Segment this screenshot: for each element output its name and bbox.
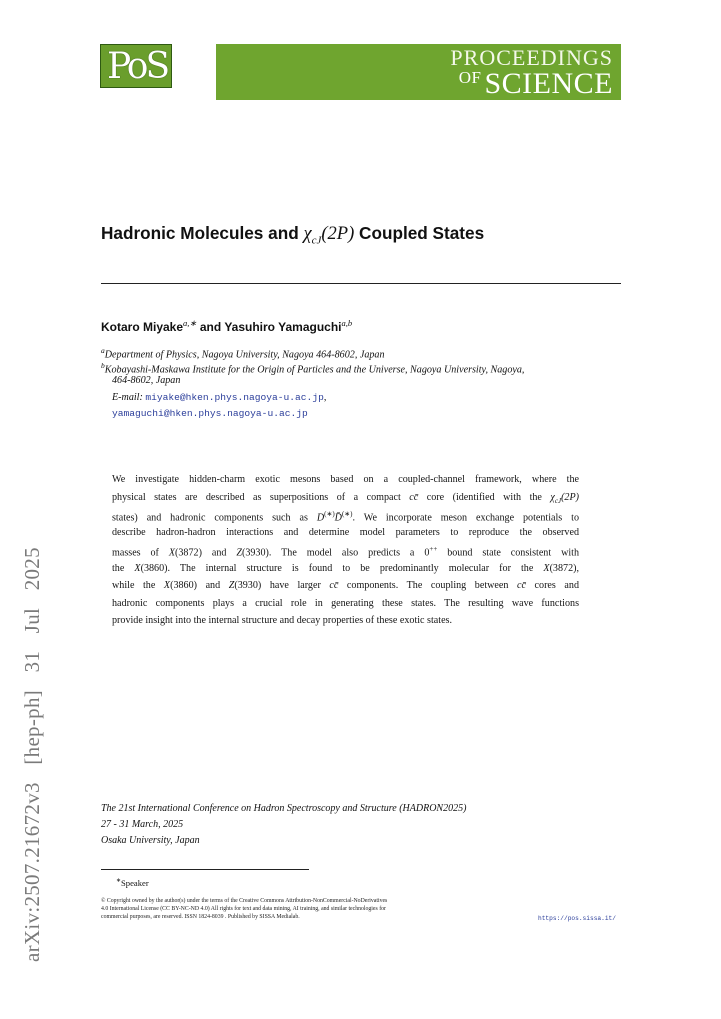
conference-dates: 27 - 31 March, 2025 <box>101 819 184 830</box>
email-link-miyake[interactable]: miyake@hken.phys.nagoya-u.ac.jp <box>145 392 324 403</box>
footnote-speaker: ∗Speaker <box>116 877 149 888</box>
abstract-line: states) and hadronic components such as D(∗)D̄(∗). We incorporate meson exchange potentials to <box>112 510 579 524</box>
banner-science: $^{OF}$ SCIENCE <box>458 67 613 100</box>
abstract-line: We investigate hidden-charm exotic mesons based on a coupled-channel framework, where the <box>112 474 579 485</box>
footnote-divider <box>101 869 309 870</box>
license-text: 4.0 International License (CC BY-NC-ND 4.0) All rights for text and data mining, AI training, and similar technologies for <box>101 906 386 912</box>
proceedings-of-science-banner <box>216 44 621 100</box>
email-link-yamaguchi[interactable]: yamaguchi@hken.phys.nagoya-u.ac.jp <box>112 408 308 419</box>
conference-venue: Osaka University, Japan <box>101 835 200 846</box>
affiliation-b: $^b$Kobayashi-Maskawa Institute for the Origin of Particles and the Universe, Nagoya University, Nagoya, <box>101 361 525 376</box>
abstract-line: masses of X(3872) and Z(3930). The model also predicts a 0++ bound state consistent with <box>112 545 580 559</box>
author-list: Kotaro Miyake$^{a,∗}$ and Yasuhiro Yamaguchi$^{a,b}$ <box>101 318 353 334</box>
abstract-line: provide insight into the internal structure and decay properties of these exotic states. <box>112 615 452 626</box>
abstract-line: hadronic components plays a crucial role in generating these states. The resulting wave functions <box>112 598 579 609</box>
conference-name: The 21st International Conference on Hadron Spectroscopy and Structure (HADRON2025) <box>101 803 467 814</box>
email-line: E-mail: miyake@hken.phys.nagoya-u.ac.jp, <box>112 392 327 403</box>
paper-title: Hadronic Molecules and $\chi_{cJ}(2P)$ Coupled States <box>101 223 485 247</box>
license-text: commercial purposes, are reserved. ISSN 1824-8039 . Published by SISSA Medialab. <box>101 914 300 920</box>
banner-proceedings: PROCEEDINGS <box>450 45 613 70</box>
title-divider <box>101 283 621 284</box>
abstract-line: while the X(3860) and Z(3930) have larger cc̄ components. The coupling between cc̄ cores and <box>112 580 579 591</box>
pos-url-link[interactable]: https://pos.sissa.it/ <box>538 915 616 922</box>
abstract-line: physical states are described as superpositions of a compact cc̄ core (identified with the $\chi_{cJ}(2P)$ <box>112 492 579 506</box>
license-text: © Copyright owned by the author(s) under the terms of the Creative Commons Attribution-NonCommercial-NoDerivatives <box>101 898 388 904</box>
pos-logo <box>100 44 172 88</box>
affiliation-b-continued: 464-8602, Japan <box>112 375 181 386</box>
pos-logo-text: PoS <box>107 46 168 87</box>
abstract-line: the X(3860). The internal structure is found to be predominantly molecular for the X(3872), <box>112 563 579 574</box>
abstract-line: describe hadron-hadron interactions and determine model parameters to reproduce the observed <box>112 527 579 538</box>
arxiv-identifier-stamp: arXiv:2507.21672v3 [hep-ph] 31 Jul 2025 <box>20 547 44 962</box>
affiliation-a: $^a$Department of Physics, Nagoya University, Nagoya 464-8602, Japan <box>101 346 385 361</box>
